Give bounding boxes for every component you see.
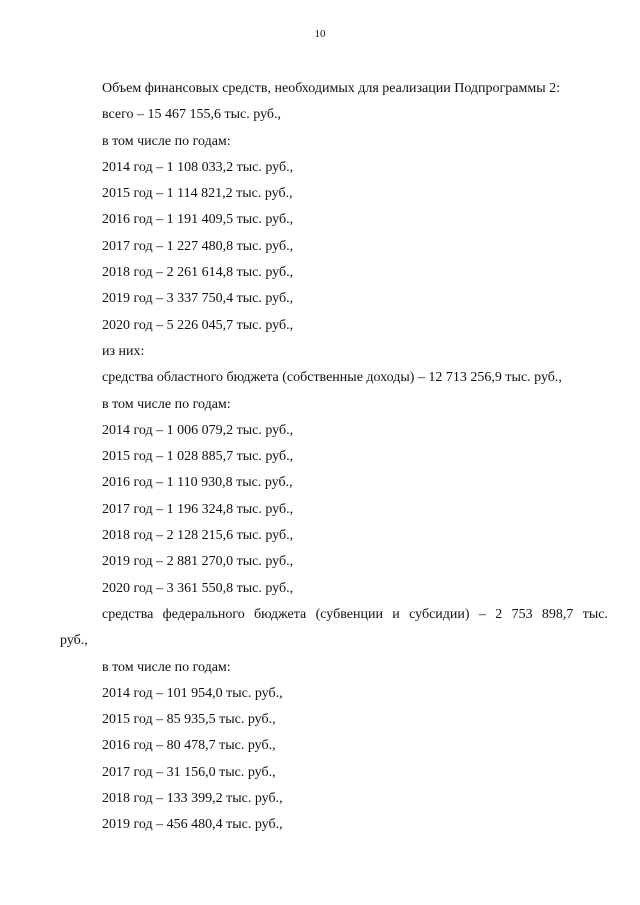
federal-budget-title-continuation: руб., bbox=[60, 633, 88, 649]
regional-year-2018: 2018 год – 2 128 215,6 тыс. руб., bbox=[102, 528, 294, 544]
federal-year-2016: 2016 год – 80 478,7 тыс. руб., bbox=[102, 738, 276, 754]
regional-year-2017: 2017 год – 1 196 324,8 тыс. руб., bbox=[102, 501, 294, 517]
federal-year-2014: 2014 год – 101 954,0 тыс. руб., bbox=[102, 685, 283, 701]
regional-year-2014: 2014 год – 1 006 079,2 тыс. руб., bbox=[102, 422, 294, 438]
federal-budget-title: средства федерального бюджета (субвенции и субсидии) – 2 753 898,7 тыс. bbox=[102, 606, 608, 622]
document-body bbox=[60, 76, 608, 839]
federal-year-2017: 2017 год – 31 156,0 тыс. руб., bbox=[102, 764, 276, 780]
federal-year-2019: 2019 год – 456 480,4 тыс. руб., bbox=[102, 817, 283, 833]
total-year-2016: 2016 год – 1 191 409,5 тыс. руб., bbox=[102, 212, 294, 228]
regional-by-years-label: в том числе по годам: bbox=[102, 396, 231, 412]
federal-year-2018: 2018 год – 133 399,2 тыс. руб., bbox=[102, 791, 283, 807]
total-year-2020: 2020 год – 5 226 045,7 тыс. руб., bbox=[102, 317, 294, 333]
regional-year-2015: 2015 год – 1 028 885,7 тыс. руб., bbox=[102, 449, 294, 465]
total-amount: всего – 15 467 155,6 тыс. руб., bbox=[102, 107, 282, 123]
regional-budget-title: средства областного бюджета (собственные доходы) – 12 713 256,9 тыс. руб., bbox=[102, 370, 562, 386]
page-number: 10 bbox=[314, 28, 326, 40]
intro-paragraph: Объем финансовых средств, необходимых для реализации Подпрограммы 2: bbox=[102, 81, 561, 96]
regional-year-2020: 2020 год – 3 361 550,8 тыс. руб., bbox=[102, 580, 294, 596]
total-year-2014: 2014 год – 1 108 033,2 тыс. руб., bbox=[102, 159, 294, 175]
federal-by-years-label: в том числе по годам: bbox=[102, 659, 231, 675]
federal-year-2015: 2015 год – 85 935,5 тыс. руб., bbox=[102, 712, 276, 728]
by-years-label: в том числе по годам: bbox=[102, 133, 231, 149]
total-year-2015: 2015 год – 1 114 821,2 тыс. руб., bbox=[102, 186, 293, 202]
total-year-2018: 2018 год – 2 261 614,8 тыс. руб., bbox=[102, 265, 294, 281]
regional-year-2016: 2016 год – 1 110 930,8 тыс. руб., bbox=[102, 475, 293, 491]
regional-year-2019: 2019 год – 2 881 270,0 тыс. руб., bbox=[102, 554, 294, 570]
total-year-2019: 2019 год – 3 337 750,4 тыс. руб., bbox=[102, 291, 294, 307]
of-which-label: из них: bbox=[102, 343, 145, 359]
total-year-2017: 2017 год – 1 227 480,8 тыс. руб., bbox=[102, 238, 294, 254]
